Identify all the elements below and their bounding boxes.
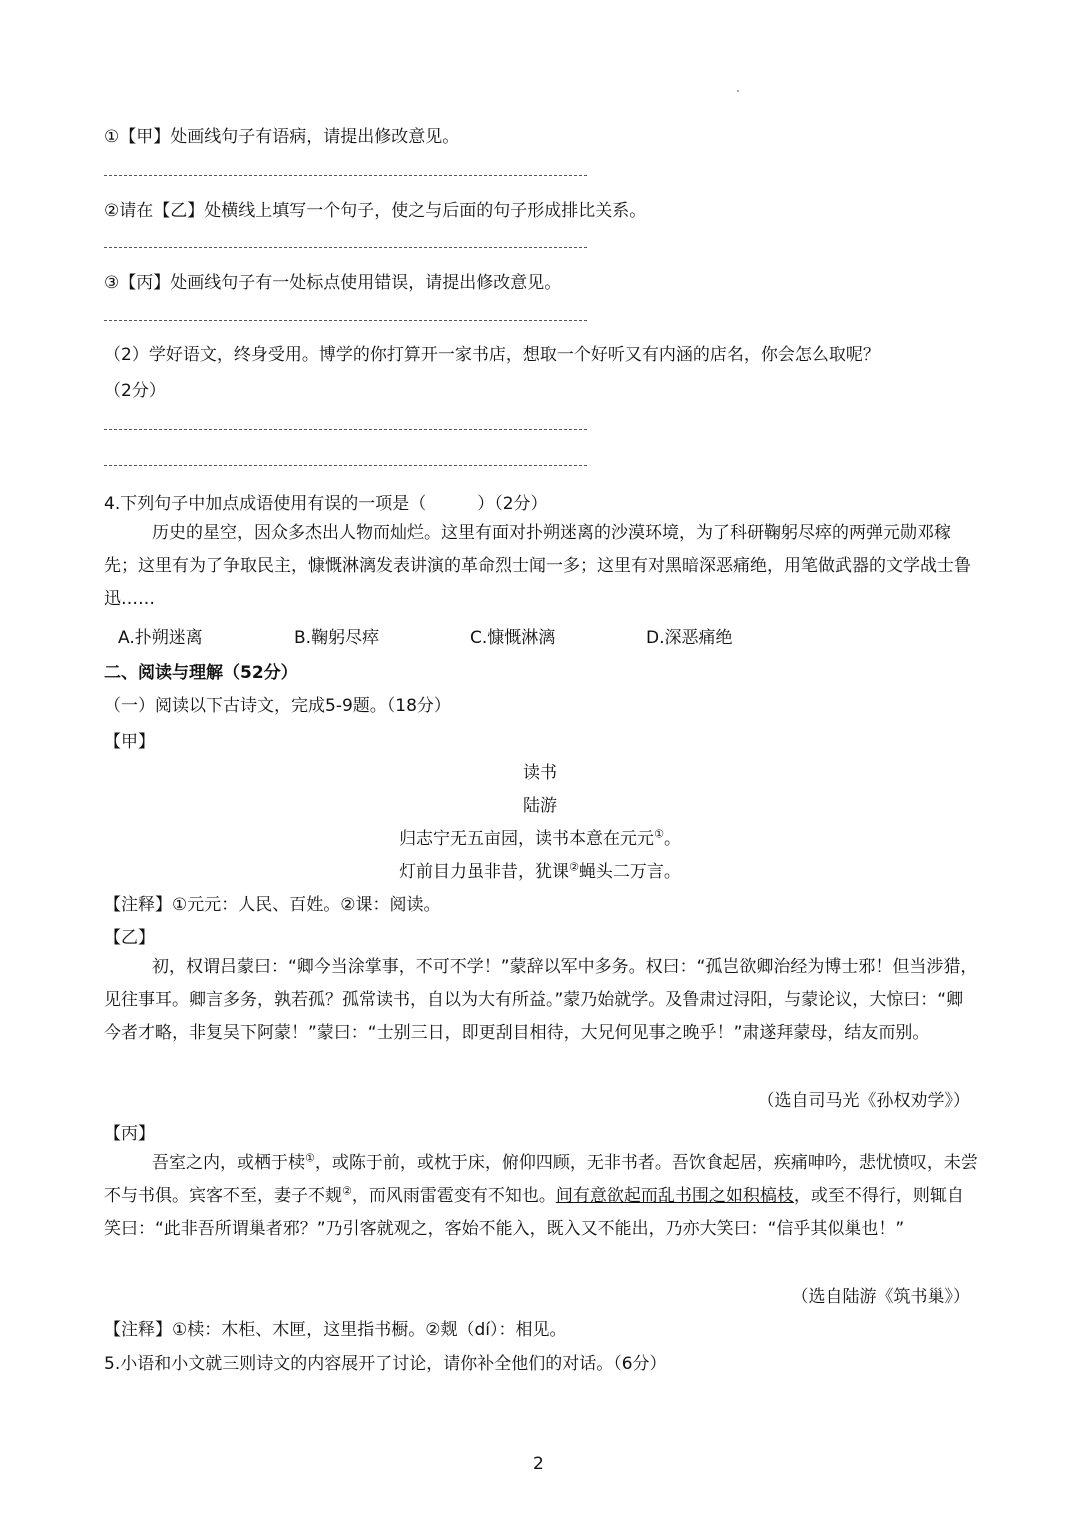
yi-source: （选自司马光《孙权劝学》） [757,1091,970,1111]
yi-label: 【乙】 [104,928,155,948]
jia-label: 【甲】 [104,732,155,752]
q3-sub3: ③【丙】处画线句子有一处标点使用错误，请提出修改意见。 [104,273,562,293]
option-a[interactable]: A.扑朔迷离 [118,628,203,648]
q3-sub2: ②请在【乙】处横线上填写一个句子，使之与后面的句子形成排比关系。 [104,201,647,221]
bing-underlined-sentence: 间有意欲起而乱书围之如积槁枝 [555,1186,794,1206]
answer-blank-5[interactable] [104,465,587,466]
q4-options [118,623,822,648]
scan-speck [737,90,739,92]
jia-note: 【注释】①元元：人民、百姓。②课：阅读。 [104,895,441,915]
q4-passage: 历史的星空，因众多杰出人物而灿烂。这里有面对扑朔迷离的沙漠环境，为了科研鞠躬尽瘁的两弹元勋邓稼先；这里有为了争取民主，慷慨淋漓发表讲演的革命烈士闻一多；这里有对黑暗深恶痛绝，用笔做武器的文学战士鲁迅…… [104,523,971,609]
poem-author: 陆游 [523,796,557,816]
section2-title: 二、阅读与理解（52分） [104,663,298,683]
answer-blank-3[interactable] [104,320,587,321]
option-d[interactable]: D.深恶痛绝 [646,628,733,648]
bing-source: （选自陆游《筑书巢》） [791,1287,970,1307]
option-c[interactable]: C.慷慨淋漓 [470,628,556,648]
poem-line-1: 归志宁无五亩园，读书本意在元元①。 [399,827,681,849]
q3-part2-line1: （2）学好语文，终身受用。博学的你打算开一家书店，想取一个好听又有内涵的店名，你会怎么取呢？ [104,345,880,365]
q3-sub1: ①【甲】处画线句子有语病，请提出修改意见。 [104,127,460,147]
q3-part2-line2: （2分） [104,381,166,401]
poem-line-2: 灯前目力虽非昔，犹课②蝇头二万言。 [399,860,681,882]
q4-question: 4.下列句子中加点成语使用有误的一项是（ ）（2分） [104,494,548,514]
answer-blank-2[interactable] [104,247,587,248]
bing-note: 【注释】①椟：木柜、木匣，这里指书橱。②觌（dí）：相见。 [104,1320,567,1340]
bing-label: 【丙】 [104,1124,155,1144]
answer-blank-4[interactable] [104,429,587,430]
option-b[interactable]: B.鞠躬尽瘁 [294,628,380,648]
q5-question: 5.小语和小文就三则诗文的内容展开了讨论，请你补全他们的对话。（6分） [104,1354,667,1374]
page-number: 2 [533,1454,544,1474]
yi-passage: 初，权谓吕蒙曰：“卿今当涂掌事，不可不学！”蒙辞以军中多务。权曰：“孤岂欲卿治经为博士邪！但当涉猎，见往事耳。卿言多务，孰若孤？孤常读书，自以为大有所益。”蒙乃始就学。及鲁肃过浔阳，与蒙论议，大惊曰：“卿今者才略，非复吴下阿蒙！”蒙曰：“士别三日，即更刮目相待，大兄何见事之晚乎！”肃遂拜蒙母，结友而别。 [104,957,978,1043]
poem-title: 读书 [523,763,557,783]
bing-passage: 吾室之内，或栖于椟①，或陈于前，或枕于床，俯仰四顾，无非书者。吾饮食起居，疾痛呻吟，悲忧愤叹，未尝不与书俱。宾客不至，妻子不觌②，而风雨雷雹变有不知也。间有意欲起而乱书围之如积槁枝，或至不得行，则辄自笑曰：“此非吾所谓巢者邪？”乃引客就观之，客始不能入，既入又不能出，乃亦大笑曰：“信乎其似巢也！” [104,1151,978,1239]
section2-part1: （一）阅读以下古诗文，完成5-9题。（18分） [104,696,451,716]
answer-blank-1[interactable] [104,175,587,176]
